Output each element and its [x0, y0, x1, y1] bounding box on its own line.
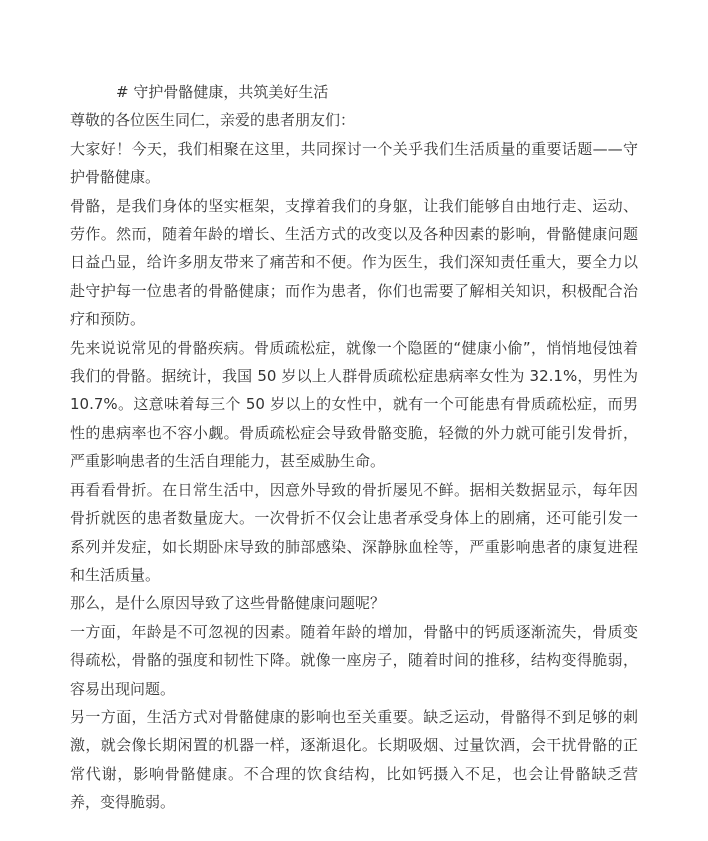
paragraph-greeting-intro: 大家好！今天，我们相聚在这里，共同探讨一个关乎我们生活质量的重要话题——守护骨骼健康。 [70, 139, 638, 187]
paragraph-age-factor: 一方面，年龄是不可忽视的因素。随着年龄的增加，骨骼中的钙质逐渐流失，骨质变得疏松，骨骼的强度和韧性下降。就像一座房子，随着时间的推移，结构变得脆弱，容易出现问题。 [70, 622, 638, 698]
paragraph-bone-importance: 骨骼，是我们身体的坚实框架，支撑着我们的身躯，让我们能够自由地行走、运动、劳作。然而，随着年龄的增长、生活方式的改变以及各种因素的影响，骨骼健康问题日益凸显，给许多朋友带来了痛苦和不便。作为医生，我们深知责任重大，要全力以赴守护每一位患者的骨骼健康；而作为患者，你们也需要了解相关知识，积极配合治疗和预防。 [70, 196, 638, 329]
paragraph-lifestyle-factor: 另一方面，生活方式对骨骼健康的影响也至关重要。缺乏运动，骨骼得不到足够的刺激，就会像长期闲置的机器一样，逐渐退化。长期吸烟、过量饮酒，会干扰骨骼的正常代谢，影响骨骼健康。不合理的饮食结构，比如钙摄入不足，也会让骨骼缺乏营养，变得脆弱。 [70, 707, 638, 812]
paragraph-osteoporosis: 先来说说常见的骨骼疾病。骨质疏松症，就像一个隐匿的“健康小偷”，悄悄地侵蚀着我们的骨骼。据统计，我国 50 岁以上人群骨质疏松症患病率女性为 32.1%，男性为 10.7%。这意味着每三个 50 岁以上的女性中，就有一个可能患有骨质疏松症，而男性的患病率也不容小觑。骨质疏松症会导致骨骼变脆，轻微的外力就可能引发骨折，严重影响患者的生活自理能力，甚至威胁生命。 [70, 338, 638, 471]
paragraph-fracture: 再看看骨折。在日常生活中，因意外导致的骨折屡见不鲜。据相关数据显示，每年因骨折就医的患者数量庞大。一次骨折不仅会让患者承受身体上的剧痛，还可能引发一系列并发症，如长期卧床导致的肺部感染、深静脉血栓等，严重影响患者的康复进程和生活质量。 [70, 480, 638, 584]
paragraph-salutation: 尊敬的各位医生同仁，亲爱的患者朋友们： [70, 111, 356, 130]
document-heading: # 守护骨骼健康，共筑美好生活 [116, 83, 329, 101]
document-page [70, 78, 638, 817]
paragraph-cause-question: 那么，是什么原因导致了这些骨骼健康问题呢？ [70, 594, 386, 613]
